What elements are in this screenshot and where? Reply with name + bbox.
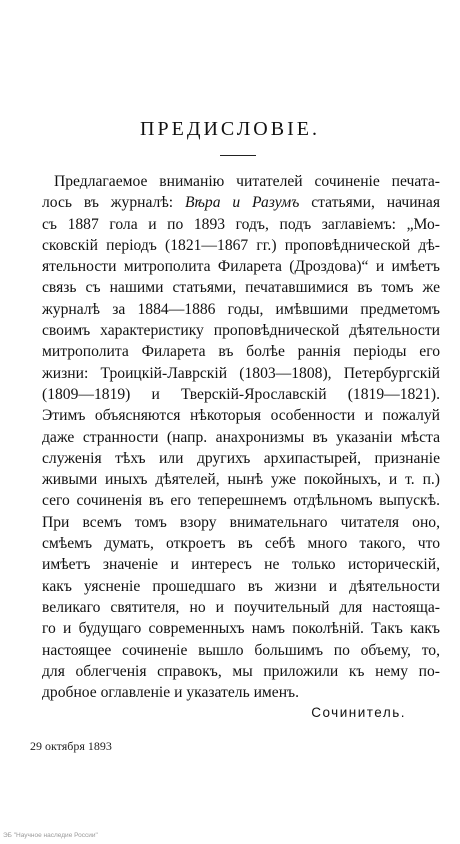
preface-date: 29 октября 1893 xyxy=(30,739,112,753)
text-line: При всемъ томъ взору внимательнаго читателя оно, xyxy=(42,513,440,531)
text-line: митрополита Филарета въ болѣе раннія періоды его xyxy=(42,343,440,361)
text-line-journal xyxy=(42,192,440,213)
text-line: го и будущаго современныхъ намъ поколѣній. Такъ какъ xyxy=(42,620,440,638)
text-line: имѣетъ значеніе и интересъ не только историческій, xyxy=(42,556,440,574)
text-line: сковскій періодъ (1821—1867 гг.) проповѣднической дѣ- xyxy=(42,236,440,254)
text-line: Предлагаемое вниманію читателей сочиненіе печата- xyxy=(54,173,440,190)
text-line: смѣемъ думать, откроетъ въ себѣ много такого, что xyxy=(42,535,440,553)
journal-name: Вѣра и Разумъ xyxy=(185,194,300,212)
library-watermark: ЭБ "Научное наследие России" xyxy=(3,832,98,839)
text-line: даже странности (напр. анахронизмы въ указаніи мѣста xyxy=(42,428,440,446)
text-line: великаго святителя, но и поучительный для настояща- xyxy=(42,598,440,616)
text-line-end: статьями, начиная xyxy=(299,194,440,212)
author-signature: Сочинитель. xyxy=(311,705,406,720)
text-line: дробное оглавленіе и указатель именъ. xyxy=(42,684,300,702)
text-line: жизни: Троицкій-Лаврскій (1803—1808), Петербургскій xyxy=(42,364,440,382)
page-title: ПРЕДИСЛОВІЕ. xyxy=(140,118,320,140)
text-line-start: лось въ журналѣ: xyxy=(42,194,185,212)
text-line: живыми иныхъ дѣятелей, нынѣ уже покойныхъ, и т. п.) xyxy=(42,471,440,489)
text-line: своимъ характеристику проповѣднической дѣятельности xyxy=(42,322,440,340)
text-line: Этимъ объясняются нѣкоторыя особенности и пожалуй xyxy=(42,407,440,425)
text-line: для облегченія справокъ, мы приложили къ нему по- xyxy=(42,662,440,680)
text-line: (1809—1819) и Тверскій-Ярославскій (1819—1821). xyxy=(42,385,440,403)
text-line: ятельности митрополита Филарета (Дроздова)“ и имѣетъ xyxy=(42,258,440,276)
preface-paragraph xyxy=(42,171,440,703)
text-line: какъ уясненіе прошедшаго въ жизни и дѣятельности xyxy=(42,577,440,595)
text-line: журналѣ за 1884—1886 годы, имѣвшими предметомъ xyxy=(42,300,440,318)
text-line: съ 1887 гола и по 1893 годъ, подъ заглавіемъ: „Мо- xyxy=(42,215,440,233)
text-line: настоящее сочиненіе вышло большимъ по объему, то, xyxy=(42,641,440,659)
text-line: служенія тѣхъ или другихъ архипастырей, признаніе xyxy=(42,449,440,467)
text-line: сего сочиненія въ его теперешнемъ отдѣльномъ выпускѣ. xyxy=(42,492,440,510)
title-divider xyxy=(220,155,256,156)
text-line: связь съ нашими статьями, печатавшимися въ томъ же xyxy=(42,279,440,297)
